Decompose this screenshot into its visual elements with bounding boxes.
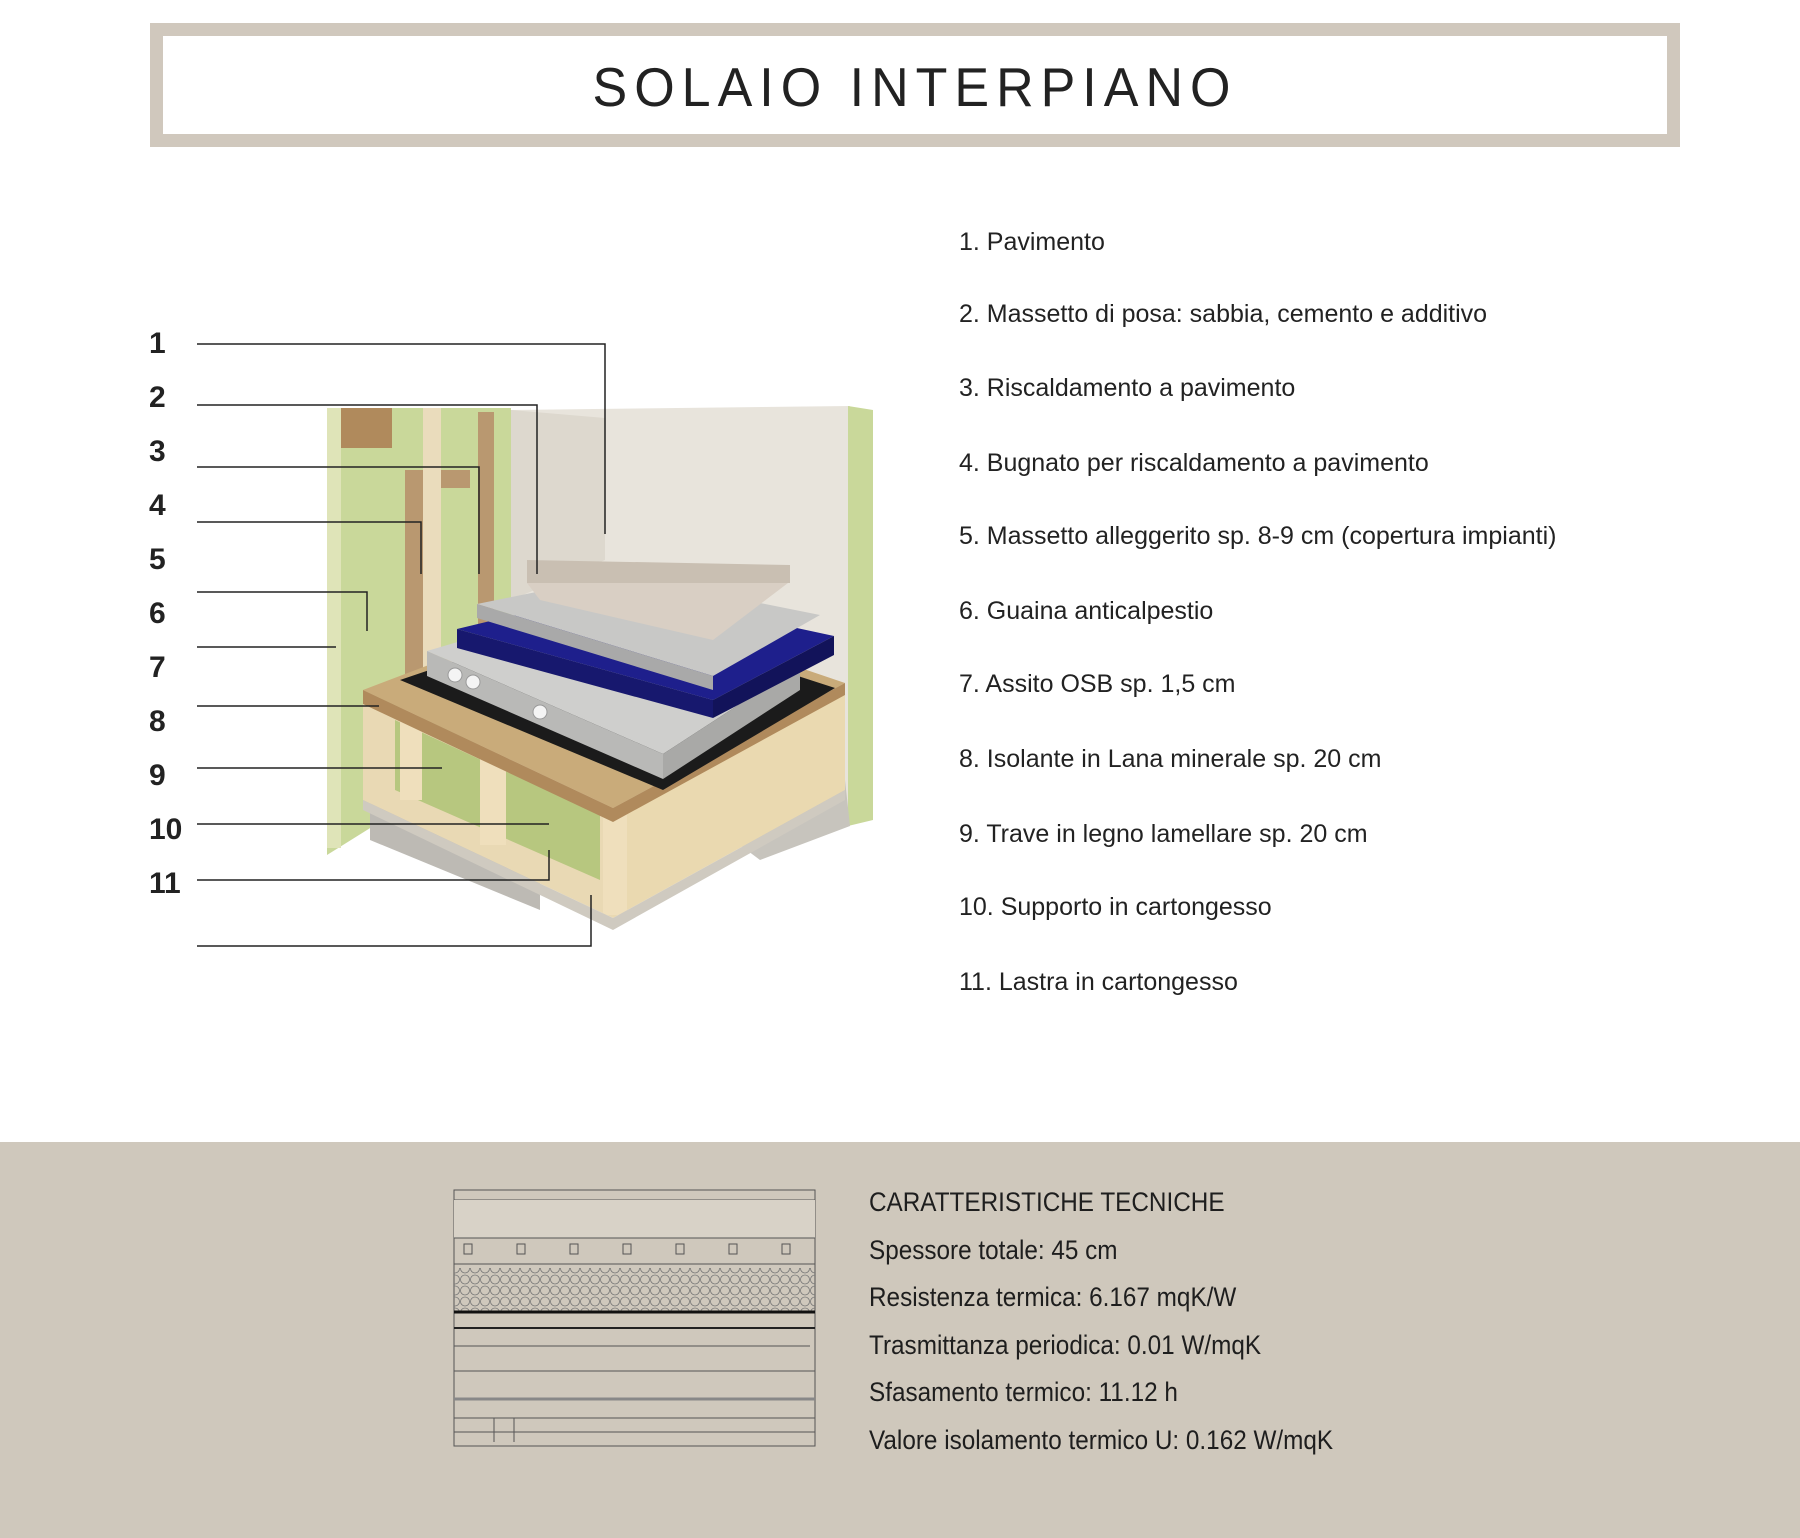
technical-line: Sfasamento termico: 11.12 h — [869, 1377, 1178, 1407]
heating-pipes — [464, 1244, 790, 1254]
page-title: SOLAIO INTERPIANO — [592, 57, 1238, 119]
callout-number: 7 — [149, 651, 166, 684]
pipe-end — [466, 675, 480, 689]
callout-number: 5 — [149, 543, 166, 576]
technical-line: Resistenza termica: 6.167 mqK/W — [869, 1282, 1237, 1312]
technical-band — [0, 1142, 1800, 1538]
callout-number: 9 — [149, 759, 166, 792]
technical-line: Trasmittanza periodica: 0.01 W/mqK — [869, 1330, 1262, 1360]
legend-item: 5. Massetto alleggerito sp. 8-9 cm (copertura impianti) — [959, 522, 1557, 550]
callout-number: 1 — [149, 327, 166, 360]
callout-number: 2 — [149, 381, 166, 414]
left-wall-osb — [340, 408, 392, 448]
legend-item: 7. Assito OSB sp. 1,5 cm — [959, 670, 1236, 698]
callout-number: 8 — [149, 705, 166, 738]
technical-line: Valore isolamento termico U: 0.162 W/mqK — [869, 1425, 1334, 1455]
technical-line: Spessore totale: 45 cm — [869, 1235, 1118, 1265]
left-wall-stud — [327, 408, 341, 848]
callout-number: 10 — [149, 813, 183, 846]
legend-item: 10. Supporto in cartongesso — [959, 893, 1272, 921]
legend-item: 2. Massetto di posa: sabbia, cemento e additivo — [959, 300, 1488, 328]
legend-item: 9. Trave in legno lamellare sp. 20 cm — [959, 820, 1368, 848]
pipe-end — [533, 705, 547, 719]
callout-number: 3 — [149, 435, 166, 468]
legend-item: 11. Lastra in cartongesso — [959, 968, 1238, 996]
pipe-end — [448, 668, 462, 682]
technical-heading: CARATTERISTICHE TECNICHE — [869, 1187, 1225, 1217]
legend-item: 3. Riscaldamento a pavimento — [959, 374, 1296, 402]
callout-number: 11 — [149, 867, 181, 900]
callout-number: 6 — [149, 597, 166, 630]
legend-item: 6. Guaina anticalpestio — [959, 597, 1214, 625]
legend-item: 4. Bugnato per riscaldamento a pavimento — [959, 449, 1429, 477]
section-drawing — [450, 1186, 830, 1466]
legend-item: 1. Pavimento — [959, 228, 1105, 256]
callout-number: 4 — [149, 489, 166, 522]
right-wall-insulation — [848, 406, 873, 826]
legend-item: 8. Isolante in Lana minerale sp. 20 cm — [959, 745, 1382, 773]
